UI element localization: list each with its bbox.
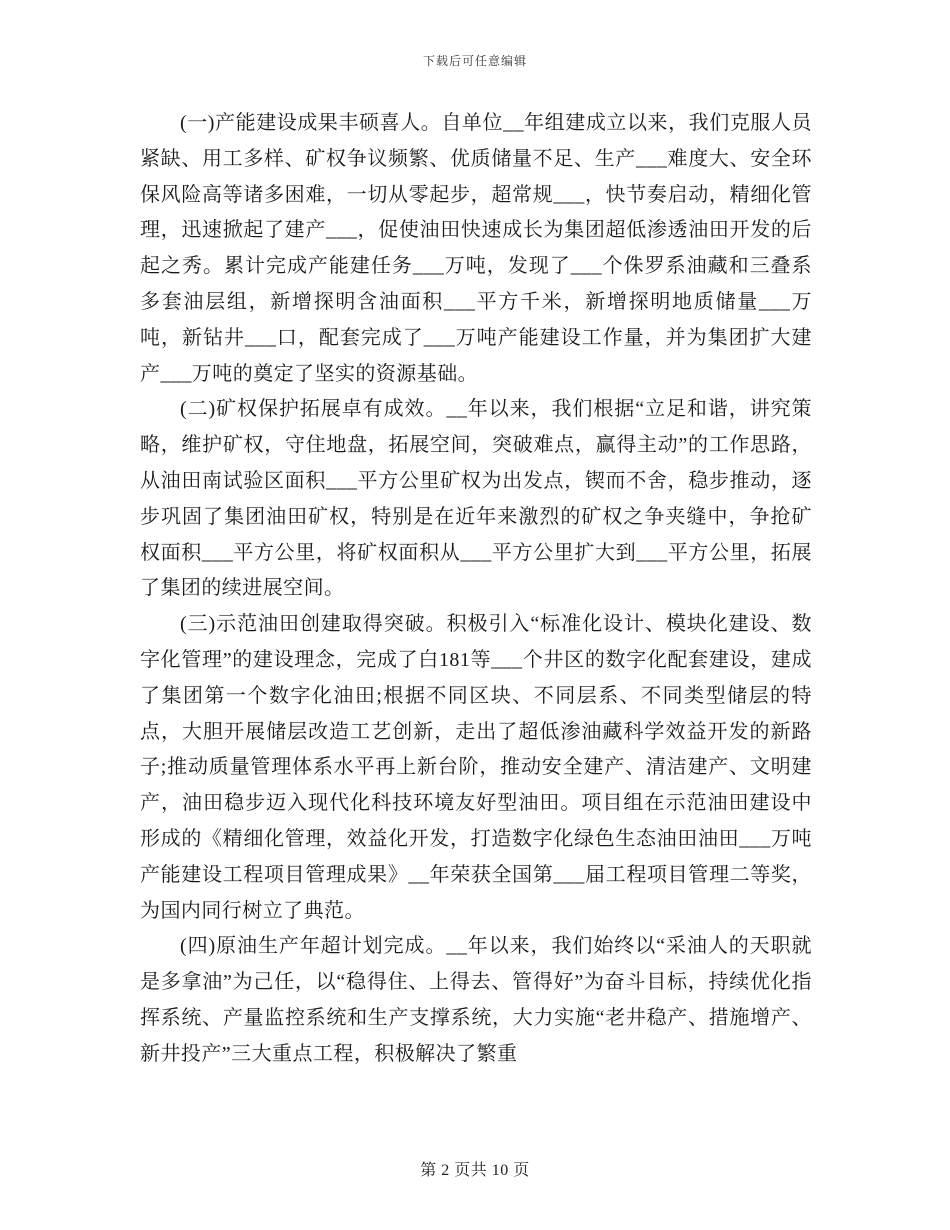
paragraph-crude-production: (四)原油生产年超计划完成。__年以来，我们始终以“采油人的天职就是多拿油”为己任，以“稳得住、上得去、管得好”为奋斗目标，持续优化指挥系统、产量监控系统和生产支撑系统，大力实施“老井稳产、措施增产、新井投产”三大重点工程，积极解决了繁重 bbox=[140, 935, 812, 1065]
paragraph-demo-oilfield: (三)示范油田创建取得突破。积极引入“标准化设计、模块化建设、数字化管理”的建设理念，完成了白181等___个井区的数字化配套建设，建成了集团第一个数字化油田;根据不同区块、不同层系、不同类型储层的特点，大胆开展储层改造工艺创新，走出了超低渗油藏科学效益开发的新路子;推动质量管理体系水平再上新台阶，推动安全建产、清洁建产、文明建产，油田稳步迈入现代化科技环境友好型油田。项目组在示范油田建设中形成的《精细化管理，效益化开发，打造数字化绿色生态油田油田___万吨产能建设工程项目管理成果》__年荣获全国第___届工程项目管理二等奖，为国内同行树立了典范。 bbox=[140, 613, 812, 922]
paragraph-capacity-construction: (一)产能建设成果丰硕喜人。自单位__年组建成立以来，我们克服人员紧缺、用工多样、矿权争议频繁、优质储量不足、生产___难度大、安全环保风险高等诸多困难，一切从零起步，超常规___，快节奏启动，精细化管理，迅速掀起了建产___，促使油田快速成长为集团超低渗透油田开发的后起之秀。累计完成产能建任务___万吨，发现了___个侏罗系油藏和三叠系多套油层组，新增探明含油面积___平方千米，新增探明地质储量___万吨，新钻井___口，配套完成了___万吨产能建设工作量，并为集团扩大建产___万吨的奠定了坚实的资源基础。 bbox=[140, 112, 812, 385]
paragraph-mining-rights: (二)矿权保护拓展卓有成效。__年以来，我们根据“立足和谐，讲究策略，维护矿权，守住地盘，拓展空间，突破难点，赢得主动”的工作思路，从油田南试验区面积___平方公里矿权为出发点，锲而不舍，稳步推动，逐步巩固了集团油田矿权，特别是在近年来激烈的矿权之争夹缝中，争抢矿权面积___平方公里，将矿权面积从___平方公里扩大到___平方公里，拓展了集团的续进展空间。 bbox=[140, 398, 812, 600]
document-body bbox=[140, 106, 812, 1073]
header-note: 下载后可任意编辑 bbox=[422, 54, 527, 68]
page-footer: 第 2 页共 10 页 bbox=[420, 1162, 530, 1179]
